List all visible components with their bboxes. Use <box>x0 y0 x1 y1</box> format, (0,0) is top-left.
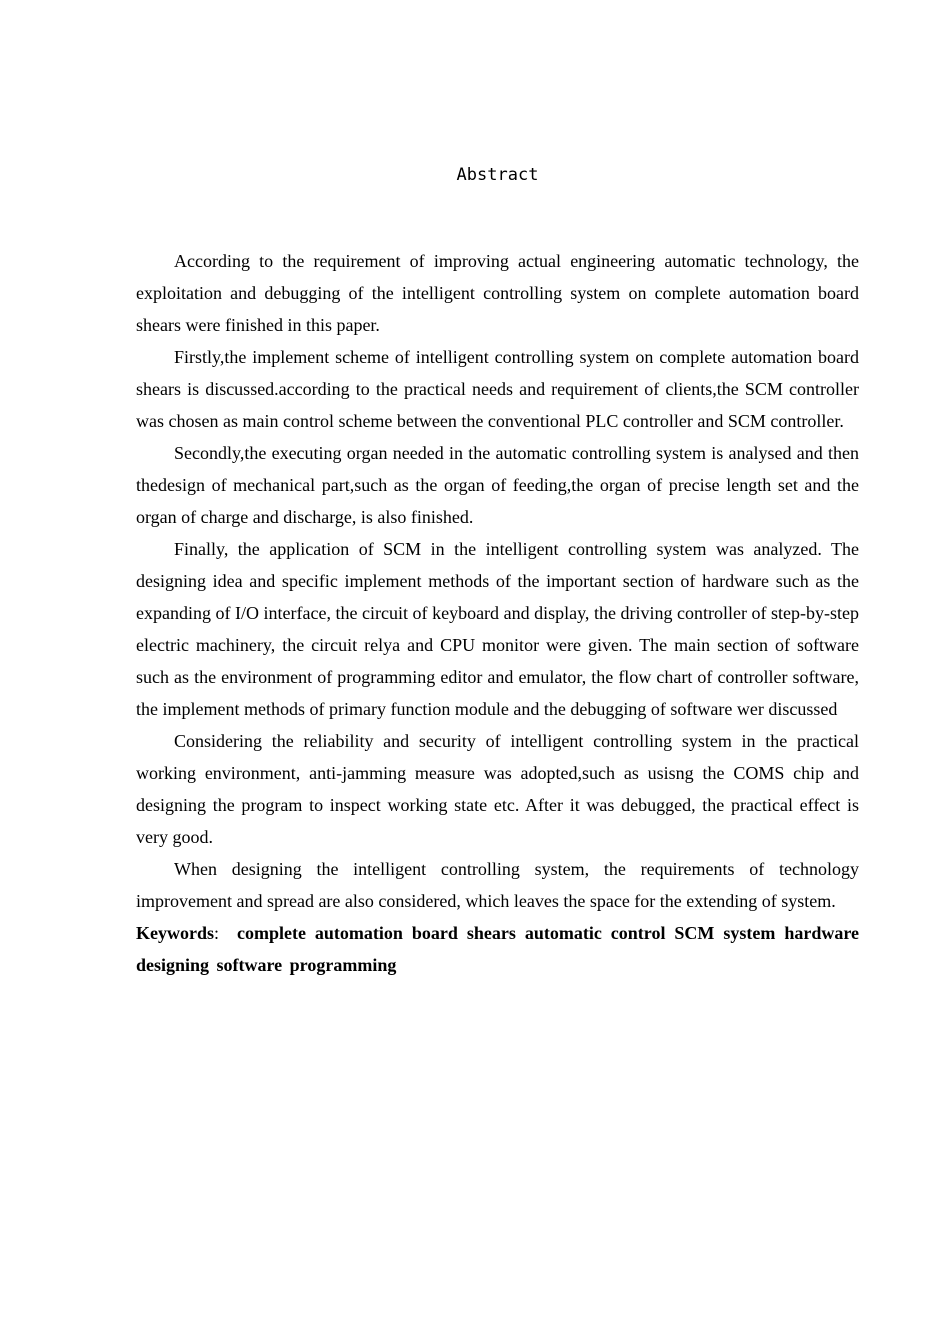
abstract-paragraph-4: Finally, the application of SCM in the intelligent controlling system was analyzed. The designing idea and specific implement methods of the important section of hardware such as the expanding of I/O interface, the circuit of keyboard and display, the driving controller of step-by-step electric machinery, the circuit relya and CPU monitor were given. The main section of software such as the environment of programming editor and emulator, the flow chart of controller software, the implement methods of primary function module and the debugging of software wer discussed <box>136 539 859 719</box>
abstract-paragraph-6: When designing the intelligent controlling system, the requirements of technology improvement and spread are also considered, which leaves the space for the extending of system. <box>136 859 859 911</box>
abstract-paragraph-3: Secondly,the executing organ needed in the automatic controlling system is analysed and then thedesign of mechanical part,such as the organ of feeding,the organ of precise length set and the organ of charge and discharge, is also finished. <box>136 443 859 527</box>
keywords-separator: : <box>214 923 220 943</box>
keywords-text: complete automation board shears automatic control SCM system hardware designing software programming <box>136 923 860 975</box>
abstract-body <box>136 245 859 981</box>
abstract-paragraph-5: Considering the reliability and security of intelligent controlling system in the practical working environment, anti-jamming measure was adopted,such as usisng the COMS chip and designing the program to inspect working state etc. After it was debugged, the practical effect is very good. <box>136 731 859 847</box>
abstract-paragraph-1: According to the requirement of improving actual engineering automatic technology, the exploitation and debugging of the intelligent controlling system on complete automation board shears were finished in this paper. <box>136 251 859 335</box>
abstract-title: Abstract <box>456 165 539 185</box>
keywords-label: Keywords <box>136 923 214 943</box>
keywords-line <box>136 917 859 981</box>
abstract-paragraph-2: Firstly,the implement scheme of intelligent controlling system on complete automation board shears is discussed.according to the practical needs and requirement of clients,the SCM controller was chosen as main control scheme between the conventional PLC controller and SCM controller. <box>136 347 859 431</box>
